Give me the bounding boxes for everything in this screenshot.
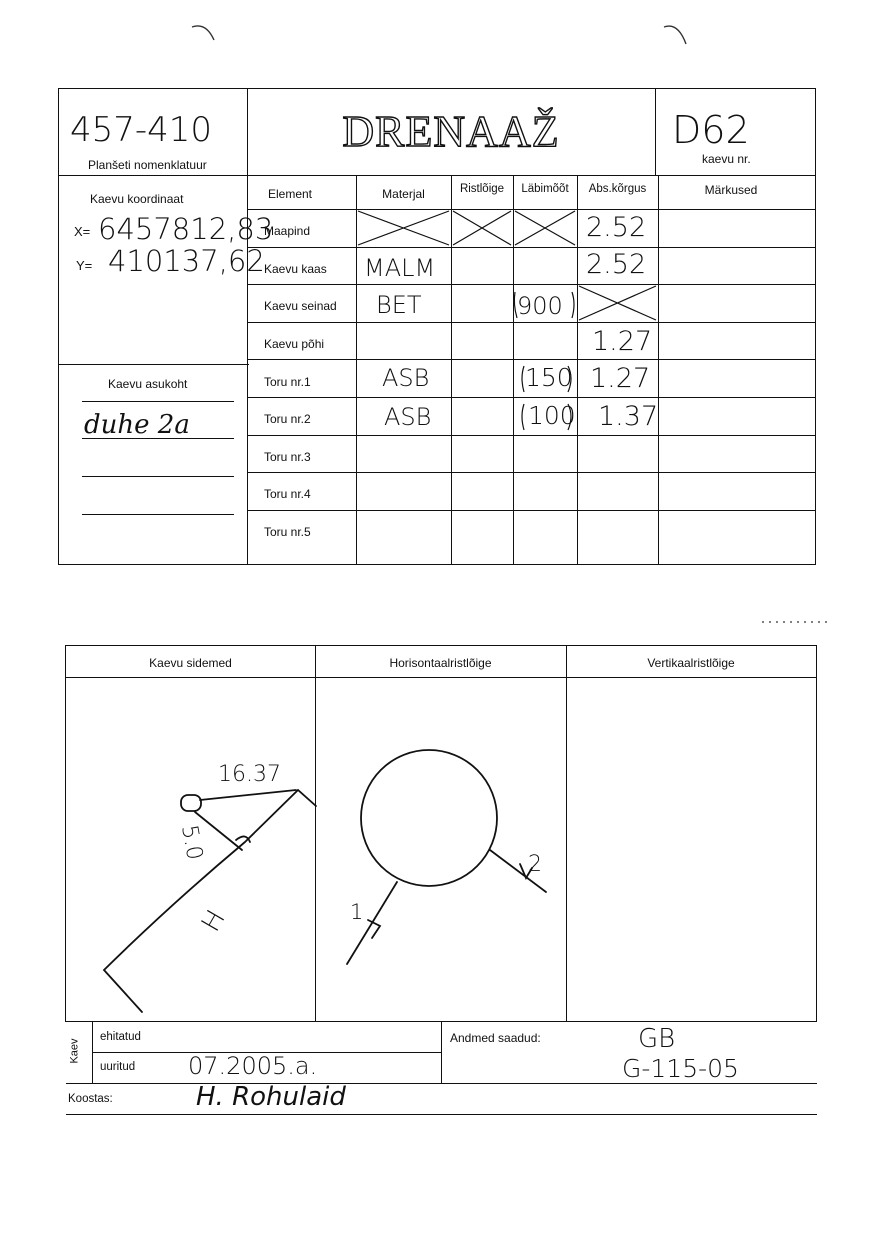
x-coordinate-value: 6457812,83 bbox=[98, 212, 274, 246]
form-title: DRENAAŽ bbox=[342, 107, 560, 156]
material-pipe-2: ASB bbox=[384, 403, 432, 431]
row-label-pipe-1: Toru nr.1 bbox=[264, 375, 311, 389]
abs-height-bottom: 1.27 bbox=[592, 326, 653, 357]
col-header-links: Kaevu sidemed bbox=[149, 656, 232, 670]
abs-height-lid: 2.52 bbox=[586, 249, 647, 280]
abs-height-ground: 2.52 bbox=[586, 212, 647, 243]
built-label: ehitatud bbox=[100, 1031, 141, 1043]
y-label: Y= bbox=[76, 258, 93, 273]
row-label-walls: Kaevu seinad bbox=[264, 299, 337, 313]
row-label-pipe-2: Toru nr.2 bbox=[264, 412, 311, 426]
col-header-horizontal: Horisontaalristlõige bbox=[389, 656, 492, 670]
col-header-cross-section: Ristlõige bbox=[459, 183, 505, 195]
nomenclature-label: Planšeti nomenklatuur bbox=[88, 158, 207, 172]
compiled-label: Koostas: bbox=[68, 1093, 113, 1105]
abs-height-pipe-2: 1.37 bbox=[598, 401, 659, 432]
pipe-1-label: 1 bbox=[350, 900, 364, 924]
material-lid: MALM bbox=[364, 254, 436, 282]
row-label-pipe-5: Toru nr.5 bbox=[264, 525, 311, 539]
col-header-abs-height: Abs.kõrgus bbox=[588, 183, 647, 195]
col-header-material: Materjal bbox=[382, 187, 425, 201]
row-label-ground: Maapind bbox=[264, 224, 311, 238]
pipe-2-label: 2 bbox=[528, 852, 542, 877]
nomenclature-value: 457-410 bbox=[70, 110, 213, 150]
well-side-label: Kaev bbox=[68, 1038, 81, 1064]
diameter-walls: 900 bbox=[517, 292, 563, 320]
row-label-bottom: Kaevu põhi bbox=[264, 337, 325, 351]
well-number-label: kaevu nr. bbox=[702, 152, 751, 166]
well-number-value: D62 bbox=[672, 108, 750, 152]
row-label-pipe-3: Toru nr.3 bbox=[264, 450, 311, 464]
location-value: duhe 2a bbox=[84, 410, 190, 440]
building-letter: H bbox=[195, 905, 232, 937]
data-source-value-1: GB bbox=[638, 1024, 676, 1054]
col-header-notes: Märkused bbox=[704, 183, 758, 197]
well-circle bbox=[361, 750, 497, 886]
diameter-pipe-2: 100 bbox=[528, 401, 576, 430]
dimension-5-0: 5.0 bbox=[176, 823, 207, 862]
x-label: X= bbox=[74, 224, 91, 239]
row-label-lid: Kaevu kaas bbox=[264, 262, 327, 276]
coordinates-label: Kaevu koordinaat bbox=[90, 192, 184, 206]
data-source-label: Andmed saadud: bbox=[450, 1031, 541, 1045]
col-header-element: Element bbox=[267, 187, 313, 201]
abs-height-pipe-1: 1.27 bbox=[590, 363, 651, 394]
compiled-value: H. Rohulaid bbox=[196, 1082, 346, 1112]
col-header-vertical: Vertikaalristlõige bbox=[647, 656, 735, 670]
surveyed-value: 07.2005.a. bbox=[188, 1052, 318, 1080]
data-source-value-2: G-115-05 bbox=[622, 1054, 739, 1083]
material-walls: BET bbox=[376, 291, 422, 319]
diameter-pipe-1: 150 bbox=[525, 363, 573, 392]
material-pipe-1: ASB bbox=[382, 364, 430, 392]
surveyed-label: uuritud bbox=[100, 1061, 136, 1073]
location-label: Kaevu asukoht bbox=[108, 377, 188, 391]
dimension-16-37: 16.37 bbox=[218, 762, 281, 787]
row-label-pipe-4: Toru nr.4 bbox=[264, 487, 311, 501]
y-coordinate-value: 410137,62 bbox=[108, 244, 265, 278]
col-header-diameter: Läbimõõt bbox=[521, 183, 569, 195]
